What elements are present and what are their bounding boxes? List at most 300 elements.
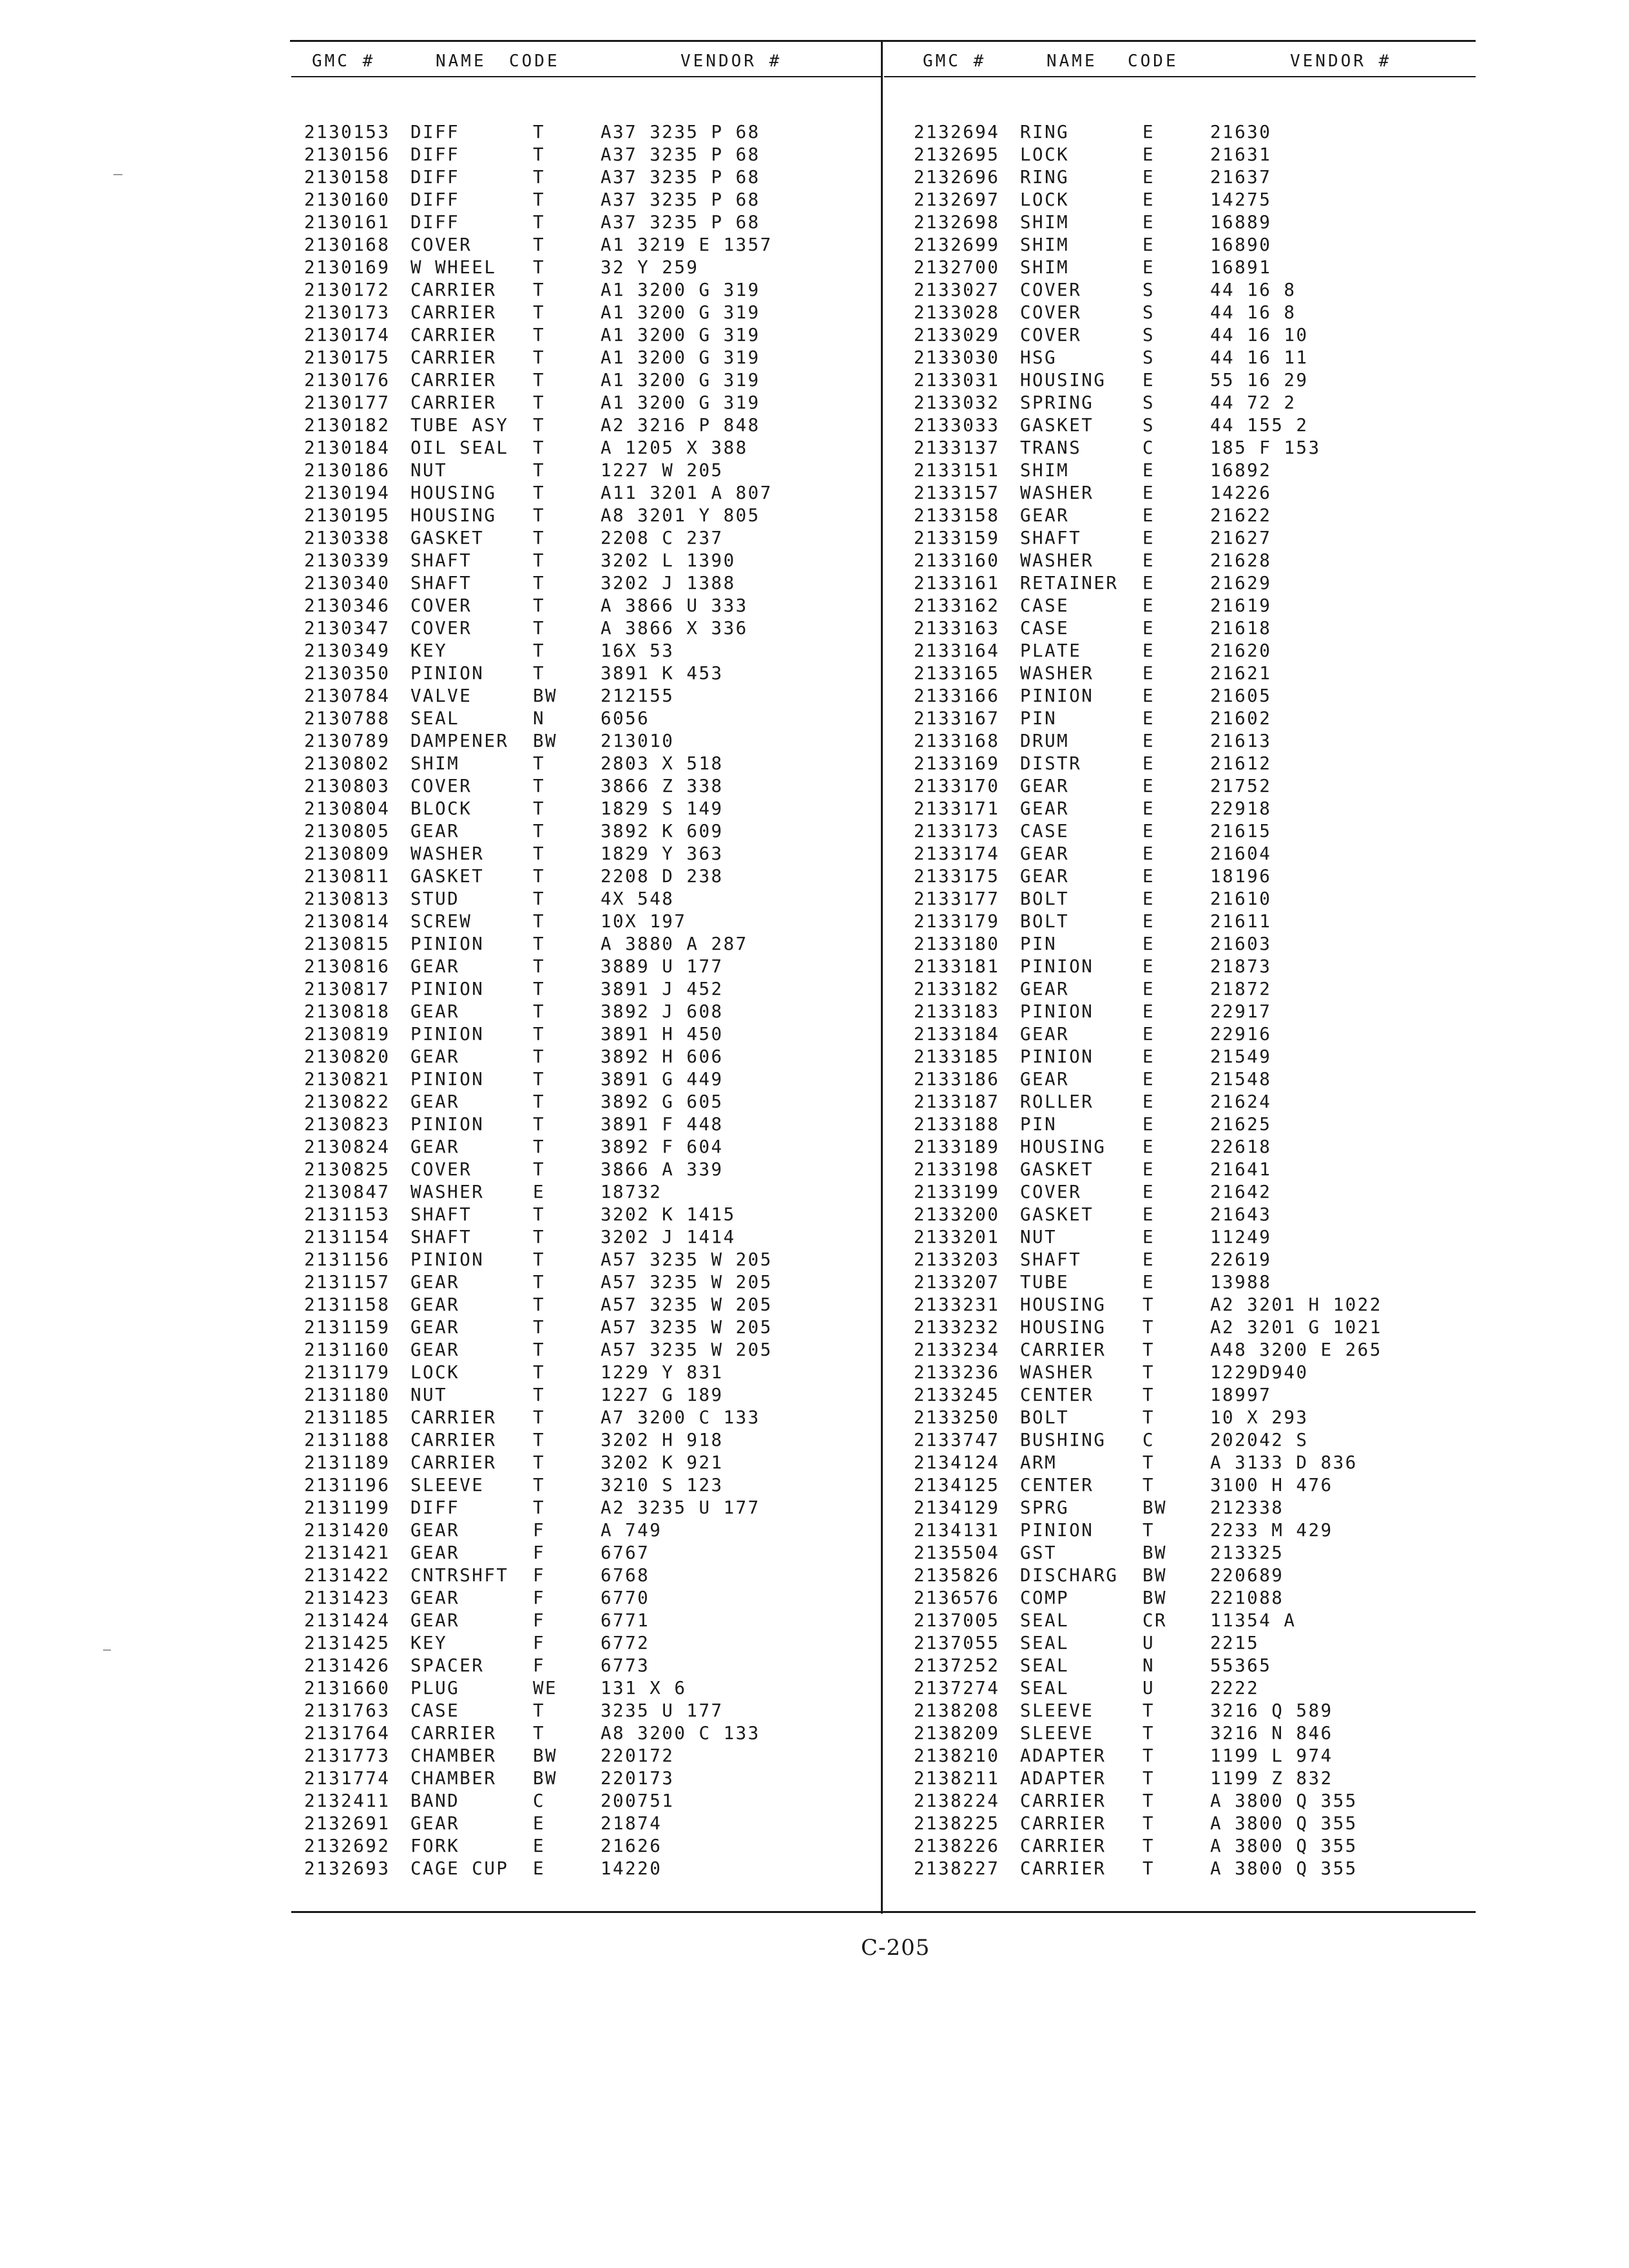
- gmc-number: 2138226: [914, 1836, 1000, 1856]
- vendor-code: S: [1142, 347, 1155, 368]
- vendor-number: 22918: [1210, 798, 1272, 819]
- part-name: NUT: [410, 460, 448, 481]
- vendor-code: T: [533, 889, 546, 909]
- vendor-code: T: [533, 1249, 546, 1270]
- vendor-number: 3866 Z 338: [601, 776, 724, 796]
- gmc-number: 2133158: [914, 505, 1000, 526]
- vendor-code: T: [533, 618, 546, 639]
- vendor-number: 3891 K 453: [601, 663, 724, 684]
- vendor-number: 21873: [1210, 956, 1272, 977]
- vendor-number: 21752: [1210, 776, 1272, 796]
- gmc-number: 2133182: [914, 979, 1000, 999]
- vendor-code: E: [1142, 618, 1155, 639]
- vendor-code: T: [533, 663, 546, 684]
- part-name: SHAFT: [1020, 1249, 1082, 1270]
- vendor-code: T: [1142, 1475, 1155, 1495]
- gmc-number: 2133151: [914, 460, 1000, 481]
- gmc-number: 2130814: [304, 911, 390, 932]
- vendor-code: T: [533, 753, 546, 774]
- part-name: PINION: [1020, 1046, 1094, 1067]
- header-rule-right: [884, 76, 1476, 77]
- vendor-number: 3202 L 1390: [601, 550, 736, 571]
- gmc-number: 2131660: [304, 1678, 390, 1698]
- part-name: SHIM: [1020, 460, 1070, 481]
- vendor-code: BW: [1142, 1542, 1168, 1563]
- part-name: SHAFT: [410, 1227, 472, 1247]
- header-name-left: NAME: [436, 52, 487, 71]
- gmc-number: 2133164: [914, 640, 1000, 661]
- gmc-number: 2133179: [914, 911, 1000, 932]
- vendor-number: 44 16 10: [1210, 325, 1309, 345]
- gmc-number: 2132699: [914, 235, 1000, 255]
- part-name: GEAR: [410, 821, 460, 841]
- gmc-number: 2134129: [914, 1497, 1000, 1518]
- part-name: HOUSING: [1020, 1137, 1106, 1157]
- vendor-number: 21602: [1210, 708, 1272, 729]
- vendor-number: A 3866 X 336: [601, 618, 748, 639]
- vendor-code: T: [533, 1069, 546, 1090]
- vendor-code: T: [533, 1204, 546, 1225]
- vendor-code: T: [533, 979, 546, 999]
- part-name: GEAR: [1020, 866, 1070, 887]
- part-name: GASKET: [1020, 415, 1094, 436]
- gmc-number: 2133168: [914, 731, 1000, 751]
- vendor-code: T: [533, 460, 546, 481]
- vendor-number: A37 3235 P 68: [601, 212, 760, 233]
- vendor-number: A2 3216 P 848: [601, 415, 760, 436]
- vendor-number: 21622: [1210, 505, 1272, 526]
- gmc-number: 2133169: [914, 753, 1000, 774]
- gmc-number: 2133234: [914, 1340, 1000, 1360]
- gmc-number: 2131154: [304, 1227, 390, 1247]
- gmc-number: 2131423: [304, 1588, 390, 1608]
- vendor-number: 3202 J 1388: [601, 573, 736, 593]
- vendor-code: T: [533, 1723, 546, 1744]
- vendor-code: BW: [1142, 1588, 1168, 1608]
- vendor-code: E: [1142, 731, 1155, 751]
- vendor-number: 55 16 29: [1210, 370, 1309, 390]
- part-name: FORK: [410, 1836, 460, 1856]
- part-name: SLEEVE: [1020, 1723, 1094, 1744]
- part-name: TUBE: [1020, 1272, 1070, 1293]
- part-name: COVER: [410, 776, 472, 796]
- vendor-number: 14275: [1210, 189, 1272, 210]
- part-name: SHAFT: [1020, 528, 1082, 548]
- vendor-number: 18732: [601, 1182, 662, 1202]
- vendor-number: 21627: [1210, 528, 1272, 548]
- vendor-code: E: [1142, 1249, 1155, 1270]
- vendor-number: 6773: [601, 1655, 650, 1676]
- vendor-number: 44 16 8: [1210, 280, 1296, 300]
- vendor-number: 22917: [1210, 1001, 1272, 1022]
- vendor-number: 21626: [601, 1836, 662, 1856]
- vendor-number: 21615: [1210, 821, 1272, 841]
- gmc-number: 2130821: [304, 1069, 390, 1090]
- part-name: GEAR: [410, 1001, 460, 1022]
- part-name: GEAR: [410, 1137, 460, 1157]
- gmc-number: 2138211: [914, 1768, 1000, 1789]
- gmc-number: 2133174: [914, 843, 1000, 864]
- gmc-number: 2131179: [304, 1362, 390, 1383]
- vendor-number: 44 16 8: [1210, 302, 1296, 323]
- vendor-code: BW: [533, 686, 558, 706]
- part-name: CARRIER: [1020, 1340, 1106, 1360]
- part-name: VALVE: [410, 686, 472, 706]
- vendor-number: 6771: [601, 1610, 650, 1631]
- part-name: SCREW: [410, 911, 472, 932]
- vendor-number: 16X 53: [601, 640, 675, 661]
- vendor-code: F: [533, 1610, 546, 1631]
- part-name: SHIM: [1020, 235, 1070, 255]
- vendor-number: 3892 F 604: [601, 1137, 724, 1157]
- gmc-number: 2131764: [304, 1723, 390, 1744]
- part-name: LOCK: [1020, 189, 1070, 210]
- gmc-number: 2130789: [304, 731, 390, 751]
- part-name: BLOCK: [410, 798, 472, 819]
- part-name: WASHER: [1020, 663, 1094, 684]
- gmc-number: 2133137: [914, 437, 1000, 458]
- gmc-number: 2130847: [304, 1182, 390, 1202]
- vendor-number: A1 3200 G 319: [601, 302, 760, 323]
- gmc-number: 2137005: [914, 1610, 1000, 1631]
- gmc-number: 2136576: [914, 1588, 1000, 1608]
- vendor-number: 3235 U 177: [601, 1700, 724, 1721]
- gmc-number: 2130168: [304, 235, 390, 255]
- part-name: PINION: [410, 1249, 485, 1270]
- vendor-number: 21629: [1210, 573, 1272, 593]
- part-name: WASHER: [1020, 1362, 1094, 1383]
- vendor-code: E: [1142, 505, 1155, 526]
- part-name: PLATE: [1020, 640, 1082, 661]
- vendor-code: T: [1142, 1294, 1155, 1315]
- gmc-number: 2132696: [914, 167, 1000, 187]
- vendor-number: A57 3235 W 205: [601, 1317, 773, 1338]
- part-name: COVER: [410, 235, 472, 255]
- gmc-number: 2133033: [914, 415, 1000, 436]
- vendor-code: E: [1142, 1024, 1155, 1044]
- vendor-number: 21603: [1210, 934, 1272, 954]
- gmc-number: 2133232: [914, 1317, 1000, 1338]
- gmc-number: 2133170: [914, 776, 1000, 796]
- vendor-number: A1 3200 G 319: [601, 370, 760, 390]
- part-name: WASHER: [410, 1182, 485, 1202]
- gmc-number: 2131156: [304, 1249, 390, 1270]
- gmc-number: 2134125: [914, 1475, 1000, 1495]
- part-name: WASHER: [410, 843, 485, 864]
- vendor-number: 3889 U 177: [601, 956, 724, 977]
- gmc-number: 2133171: [914, 798, 1000, 819]
- vendor-code: T: [533, 1430, 546, 1450]
- vendor-number: 1199 Z 832: [1210, 1768, 1333, 1789]
- vendor-code: C: [1142, 1430, 1155, 1450]
- vendor-number: A37 3235 P 68: [601, 189, 760, 210]
- part-name: GASKET: [1020, 1204, 1094, 1225]
- vendor-number: 3866 A 339: [601, 1159, 724, 1180]
- vendor-code: C: [533, 1791, 546, 1811]
- part-name: SHIM: [1020, 257, 1070, 278]
- vendor-code: T: [533, 956, 546, 977]
- vendor-code: E: [1142, 821, 1155, 841]
- gmc-number: 2130813: [304, 889, 390, 909]
- vendor-code: T: [533, 550, 546, 571]
- gmc-number: 2130788: [304, 708, 390, 729]
- part-name: HOUSING: [410, 505, 497, 526]
- vendor-code: T: [533, 1700, 546, 1721]
- vendor-number: A 3133 D 836: [1210, 1452, 1358, 1473]
- gmc-number: 2133163: [914, 618, 1000, 639]
- vendor-code: T: [533, 122, 546, 142]
- vendor-code: N: [533, 708, 546, 729]
- vendor-code: T: [533, 1452, 546, 1473]
- vendor-code: T: [533, 1294, 546, 1315]
- gmc-number: 2130815: [304, 934, 390, 954]
- gmc-number: 2132691: [304, 1813, 390, 1834]
- top-rule: [290, 40, 1476, 42]
- vendor-number: 6056: [601, 708, 650, 729]
- vendor-number: A7 3200 C 133: [601, 1407, 760, 1428]
- part-name: DIFF: [410, 189, 460, 210]
- vendor-code: T: [533, 437, 546, 458]
- gmc-number: 2130177: [304, 392, 390, 413]
- gmc-number: 2138209: [914, 1723, 1000, 1744]
- vendor-number: 16890: [1210, 235, 1272, 255]
- vendor-code: E: [1142, 235, 1155, 255]
- vendor-code: S: [1142, 325, 1155, 345]
- vendor-code: E: [1142, 167, 1155, 187]
- vendor-code: E: [1142, 483, 1155, 503]
- part-name: DIFF: [410, 122, 460, 142]
- part-name: GEAR: [410, 1091, 460, 1112]
- vendor-number: 3892 H 606: [601, 1046, 724, 1067]
- gmc-number: 2130153: [304, 122, 390, 142]
- vendor-number: 3202 K 921: [601, 1452, 724, 1473]
- part-name: DAMPENER: [410, 731, 509, 751]
- vendor-code: E: [1142, 934, 1155, 954]
- vendor-number: 3216 Q 589: [1210, 1700, 1333, 1721]
- gmc-number: 2130339: [304, 550, 390, 571]
- vendor-code: E: [1142, 843, 1155, 864]
- header-code-right: CODE: [1128, 52, 1179, 71]
- part-name: COVER: [1020, 280, 1082, 300]
- vendor-code: T: [1142, 1407, 1155, 1428]
- vendor-code: T: [1142, 1858, 1155, 1879]
- part-name: TRANS: [1020, 437, 1082, 458]
- vendor-number: 1229 Y 831: [601, 1362, 724, 1383]
- part-name: SEAL: [1020, 1610, 1070, 1631]
- vendor-number: A 3800 Q 355: [1210, 1858, 1358, 1879]
- part-name: COVER: [1020, 325, 1082, 345]
- part-name: CASE: [410, 1700, 460, 1721]
- gmc-number: 2132697: [914, 189, 1000, 210]
- part-name: RING: [1020, 167, 1070, 187]
- vendor-number: A1 3200 G 319: [601, 392, 760, 413]
- part-name: CARRIER: [410, 1723, 497, 1744]
- gmc-number: 2130184: [304, 437, 390, 458]
- gmc-number: 2133028: [914, 302, 1000, 323]
- part-name: SLEEVE: [410, 1475, 485, 1495]
- gmc-number: 2130172: [304, 280, 390, 300]
- gmc-number: 2133200: [914, 1204, 1000, 1225]
- part-name: WASHER: [1020, 550, 1094, 571]
- vendor-number: 21605: [1210, 686, 1272, 706]
- vendor-code: T: [533, 573, 546, 593]
- vendor-number: 21631: [1210, 144, 1272, 165]
- part-name: CARRIER: [1020, 1791, 1106, 1811]
- gmc-number: 2138208: [914, 1700, 1000, 1721]
- vendor-number: 6770: [601, 1588, 650, 1608]
- scan-mark: [113, 174, 122, 175]
- gmc-number: 2135504: [914, 1542, 1000, 1563]
- gmc-number: 2130160: [304, 189, 390, 210]
- gmc-number: 2133203: [914, 1249, 1000, 1270]
- part-name: COVER: [410, 618, 472, 639]
- part-name: SEAL: [1020, 1678, 1070, 1698]
- gmc-number: 2133188: [914, 1114, 1000, 1135]
- vendor-code: E: [1142, 753, 1155, 774]
- part-name: DISCHARG: [1020, 1565, 1119, 1586]
- vendor-code: T: [1142, 1317, 1155, 1338]
- vendor-number: 3210 S 123: [601, 1475, 724, 1495]
- vendor-number: 14220: [601, 1858, 662, 1879]
- gmc-number: 2133030: [914, 347, 1000, 368]
- gmc-number: 2133167: [914, 708, 1000, 729]
- part-name: ADAPTER: [1020, 1745, 1106, 1766]
- part-name: GEAR: [410, 956, 460, 977]
- vendor-code: E: [1142, 1001, 1155, 1022]
- part-name: COVER: [410, 595, 472, 616]
- vendor-code: T: [533, 1001, 546, 1022]
- vendor-number: 2222: [1210, 1678, 1260, 1698]
- vendor-code: E: [1142, 1182, 1155, 1202]
- vendor-code: E: [1142, 889, 1155, 909]
- part-name: GEAR: [410, 1294, 460, 1315]
- gmc-number: 2133231: [914, 1294, 1000, 1315]
- gmc-number: 2134131: [914, 1520, 1000, 1541]
- gmc-number: 2130805: [304, 821, 390, 841]
- vendor-number: 131 X 6: [601, 1678, 687, 1698]
- vendor-code: E: [1142, 528, 1155, 548]
- gmc-number: 2131189: [304, 1452, 390, 1473]
- vendor-number: A11 3201 A 807: [601, 483, 773, 503]
- gmc-number: 2131185: [304, 1407, 390, 1428]
- part-name: GEAR: [410, 1340, 460, 1360]
- gmc-number: 2133029: [914, 325, 1000, 345]
- vendor-code: T: [533, 640, 546, 661]
- vendor-number: 3891 J 452: [601, 979, 724, 999]
- part-name: KEY: [410, 640, 448, 661]
- gmc-number: 2133236: [914, 1362, 1000, 1383]
- gmc-number: 2130350: [304, 663, 390, 684]
- gmc-number: 2138210: [914, 1745, 1000, 1766]
- vendor-number: 21613: [1210, 731, 1272, 751]
- vendor-code: S: [1142, 280, 1155, 300]
- gmc-number: 2130194: [304, 483, 390, 503]
- part-name: SEAL: [1020, 1633, 1070, 1653]
- vendor-code: T: [533, 1114, 546, 1135]
- vendor-code: WE: [533, 1678, 558, 1698]
- gmc-number: 2131188: [304, 1430, 390, 1450]
- part-name: SEAL: [1020, 1655, 1070, 1676]
- gmc-number: 2133198: [914, 1159, 1000, 1180]
- gmc-number: 2137252: [914, 1655, 1000, 1676]
- part-name: CARRIER: [410, 325, 497, 345]
- vendor-number: 213325: [1210, 1542, 1284, 1563]
- part-name: PINION: [410, 663, 485, 684]
- vendor-code: E: [1142, 460, 1155, 481]
- gmc-number: 2131424: [304, 1610, 390, 1631]
- part-name: PINION: [1020, 1001, 1094, 1022]
- vendor-number: 22618: [1210, 1137, 1272, 1157]
- vendor-number: A2 3201 G 1021: [1210, 1317, 1382, 1338]
- vendor-code: T: [533, 595, 546, 616]
- vendor-code: F: [533, 1588, 546, 1608]
- part-name: PLUG: [410, 1678, 460, 1698]
- vendor-number: 21611: [1210, 911, 1272, 932]
- part-name: CARRIER: [410, 370, 497, 390]
- gmc-number: 2130816: [304, 956, 390, 977]
- vendor-code: S: [1142, 392, 1155, 413]
- vendor-number: 3892 G 605: [601, 1091, 724, 1112]
- vendor-code: T: [1142, 1362, 1155, 1383]
- gmc-number: 2133160: [914, 550, 1000, 571]
- vendor-number: 21548: [1210, 1069, 1272, 1090]
- gmc-number: 2133185: [914, 1046, 1000, 1067]
- vendor-code: T: [533, 1497, 546, 1518]
- gmc-number: 2133181: [914, 956, 1000, 977]
- vendor-number: 6767: [601, 1542, 650, 1563]
- vendor-number: 13988: [1210, 1272, 1272, 1293]
- header-gmc-right: GMC #: [923, 52, 987, 71]
- part-name: CARRIER: [410, 1407, 497, 1428]
- vendor-code: E: [1142, 1159, 1155, 1180]
- vendor-number: 21637: [1210, 167, 1272, 187]
- gmc-number: 2130173: [304, 302, 390, 323]
- gmc-number: 2130340: [304, 573, 390, 593]
- vendor-code: E: [1142, 956, 1155, 977]
- gmc-number: 2133031: [914, 370, 1000, 390]
- gmc-number: 2132692: [304, 1836, 390, 1856]
- vendor-number: 212338: [1210, 1497, 1284, 1518]
- part-name: RING: [1020, 122, 1070, 142]
- vendor-code: T: [533, 505, 546, 526]
- part-name: CARRIER: [410, 302, 497, 323]
- part-name: BAND: [410, 1791, 460, 1811]
- gmc-number: 2131774: [304, 1768, 390, 1789]
- part-name: CARRIER: [1020, 1836, 1106, 1856]
- vendor-number: 44 72 2: [1210, 392, 1296, 413]
- part-name: W WHEEL: [410, 257, 497, 278]
- part-name: HOUSING: [1020, 370, 1106, 390]
- vendor-code: T: [533, 280, 546, 300]
- vendor-number: 22916: [1210, 1024, 1272, 1044]
- part-name: CARRIER: [410, 1452, 497, 1473]
- vendor-number: A1 3200 G 319: [601, 280, 760, 300]
- gmc-number: 2130186: [304, 460, 390, 481]
- vendor-code: T: [533, 843, 546, 864]
- vendor-code: N: [1142, 1655, 1155, 1676]
- vendor-code: T: [533, 1024, 546, 1044]
- vendor-code: E: [1142, 640, 1155, 661]
- vendor-code: T: [533, 934, 546, 954]
- vendor-code: T: [533, 257, 546, 278]
- vendor-number: A2 3235 U 177: [601, 1497, 760, 1518]
- vendor-code: T: [1142, 1520, 1155, 1541]
- vendor-number: 21620: [1210, 640, 1272, 661]
- gmc-number: 2130347: [304, 618, 390, 639]
- vendor-number: A1 3200 G 319: [601, 347, 760, 368]
- header-name-right: NAME: [1046, 52, 1097, 71]
- vendor-number: A57 3235 W 205: [601, 1249, 773, 1270]
